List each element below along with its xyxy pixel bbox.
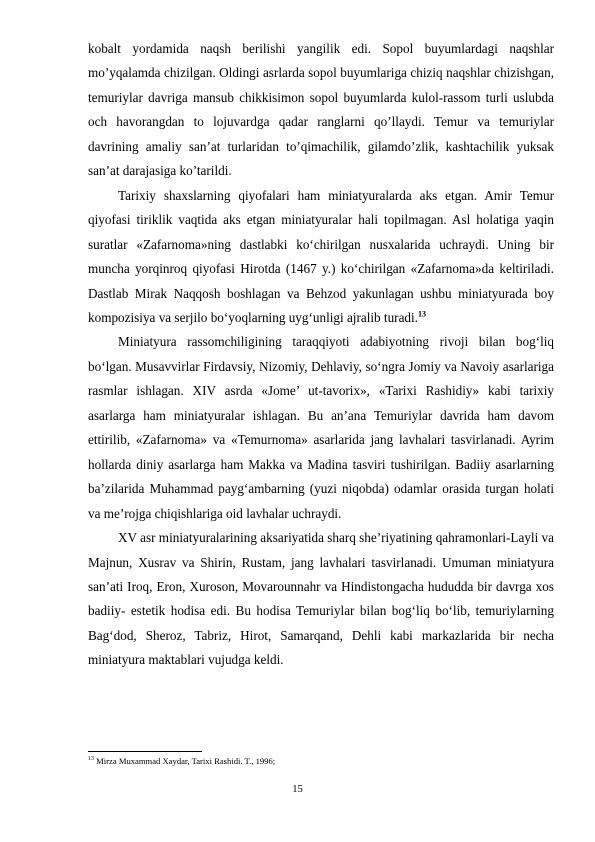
paragraph-4: XV asr miniatyuralarining aksariyatida sharq she’riyatining qahramonlari-Layli va Majnun, Xusrav va Shirin, Rustam, jang lavhalari tasvirlanadi. Umuman miniatyura san’ati Iroq, Eron, Xuroson, Movarounnahr va Hindistongacha hududda bir davrga xos badiiy- estetik hodisa edi. Bu hodisa Temuriylar bilan bog‘liq bo‘lib, temuriylarning Bag‘dod, Sheroz, Tabriz, Hirot, Samarqand, Dehli kabi markazlarida bir necha miniatyura maktablari vujudga keldi.: [88, 530, 554, 668]
paragraph-3: Miniatyura rassomchiligining taraqqiyoti adabiyotning rivoji bilan bog‘liq bo‘lgan. Musavvirlar Firdavsiy, Nizomiy, Dehlaviy, so‘ngra Jomiy va Navoiy asarlariga rasmlar ishlagan. XIV asrda «Jome’ ut-tavorix», «Tarixi Rashidiy» kabi tarixiy asarlarga ham miniatyuralar ishlagan. Bu an’ana Temuriylar davrida ham davom ettirilib, «Zafarnoma» va «Temurnoma» asarlarida jang lavhalari tasvirlanadi. Ayrim hollarda diniy asarlarga ham Makka va Madina tasviri tushirilgan. Badiiy asarlarning ba’zilarida Muhammad payg‘ambarning (yuzi niqobda) odamlar orasida turgan holati va me’rojga chiqishlariga oid lavhalar uchraydi.: [88, 334, 554, 521]
footnote-text: Mirza Muxammad Xaydar, Tarixi Rashidi. T., 1996;: [96, 756, 276, 766]
page-body: [88, 37, 554, 673]
footnote-reference[interactable]: 13: [417, 309, 426, 319]
paragraph-1: kobalt yordamida naqsh berilishi yangilik edi. Sopol buyumlardagi naqshlar mo’yqalamda chizilgan. Oldingi asrlarda sopol buyumlariga chiziq naqshlar chizishgan, temuriylar davriga mansub chikkisimon sopol buyumlarda kulol-rassom turli uslubda och havorangdan to lojuvardga qadar ranglarni qo’llaydi. Temur va temuriylar davrining amaliy san’at turlaridan to’qimachilik, gilamdo’zlik, kashtachilik yuksak san’at darajasiga ko’tarildi.: [88, 41, 554, 179]
footnote-separator: [88, 751, 202, 752]
page-number: 15: [292, 784, 303, 795]
footnote: [88, 755, 554, 767]
footnote-number: 13: [88, 756, 94, 763]
paragraph-2: [88, 184, 554, 331]
paragraph-2-text: Tarixiy shaxslarning qiyofalari ham miniatyuralarda aks etgan. Amir Temur qiyofasi tiriklik vaqtida aks etgan miniatyuralar hali topilmagan. Asl holatiga yaqin suratlar «Zafarnoma»ning dastlabki ko‘chirilgan nusxalarida uchraydi. Uning bir muncha yorqinroq qiyofasi Hirotda (1467 y.) ko‘chirilgan «Zafarnoma»da keltiriladi. Dastlab Mirak Naqqosh boshlagan va Behzod yakunlagan ushbu miniatyurada boy kompozisiya va serjilo bo‘yoqlarning uyg‘unligi ajralib turadi.: [88, 187, 554, 325]
